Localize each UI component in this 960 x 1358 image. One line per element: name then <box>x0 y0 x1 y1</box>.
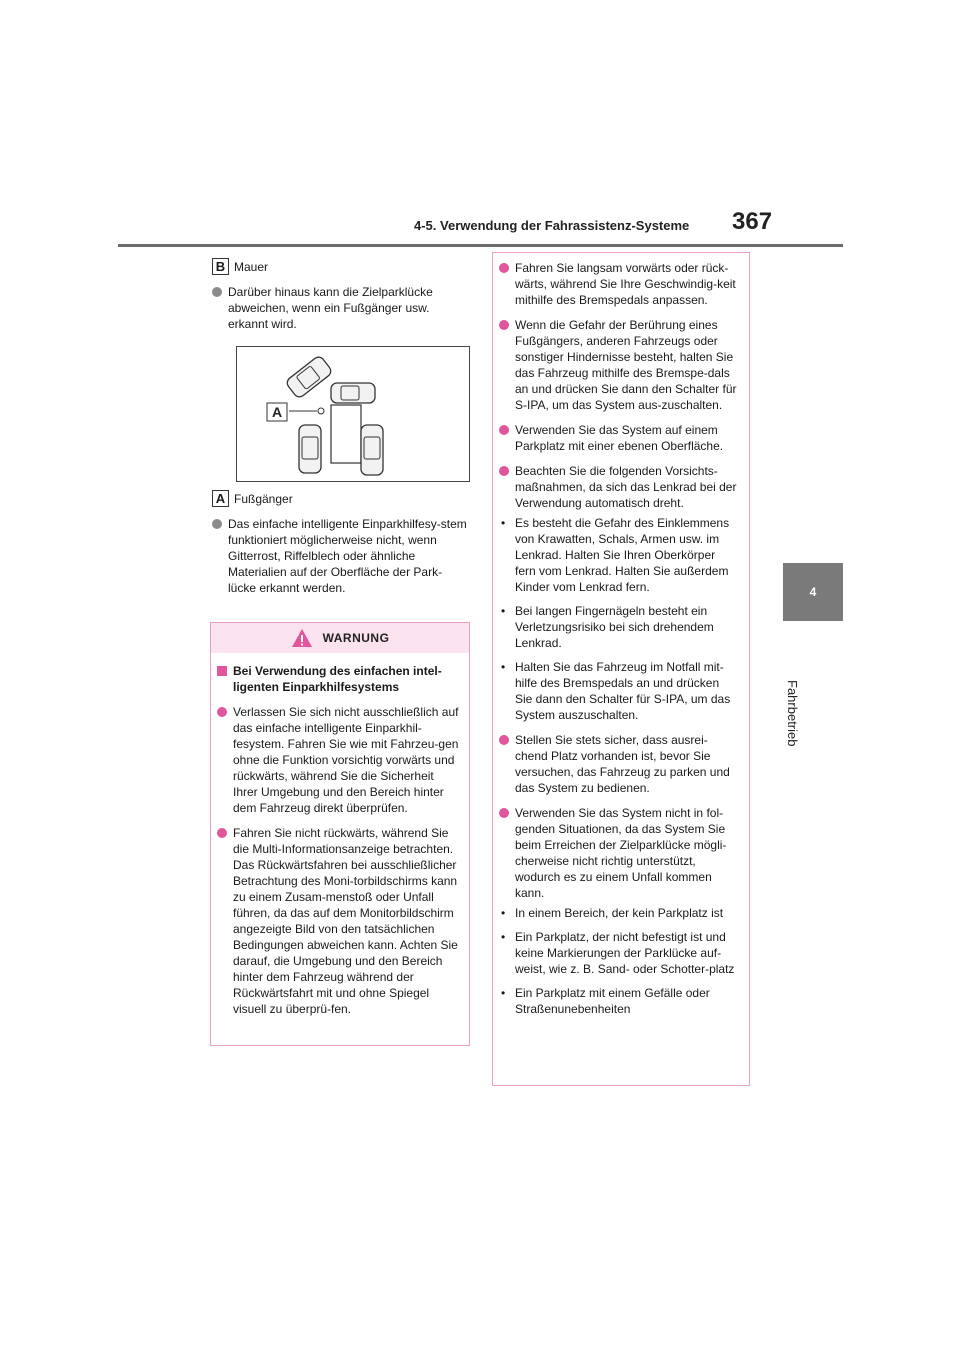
parked-car-right <box>361 425 383 475</box>
right-sub-2 <box>499 603 739 651</box>
warning-heading <box>217 663 461 695</box>
warning-triangle-icon <box>291 628 313 648</box>
right-sub-4 <box>499 905 739 921</box>
parking-diagram <box>237 347 469 481</box>
target-slot <box>331 405 361 463</box>
sub-bullet-marker: • <box>501 516 506 530</box>
bullet-dot-icon <box>212 287 222 297</box>
legend-a <box>212 490 470 507</box>
legend-a-letter: A <box>212 490 229 507</box>
legend-b-letter: B <box>212 258 229 275</box>
page-number: 367 <box>732 208 773 235</box>
right-bullet-4 <box>499 463 739 511</box>
bullet-dot-icon <box>499 263 509 273</box>
right-bullet-1 <box>499 260 739 308</box>
section-title: 4-5. Verwendung der Fahrassistenz-Systeme <box>414 218 690 233</box>
bullet-dot-icon <box>499 425 509 435</box>
right-sub-6 <box>499 985 739 1017</box>
left-bullet-1-text: Darüber hinaus kann die Zielparklücke abweichen, wenn ein Fußgänger usw. erkannt wird. <box>228 285 433 331</box>
bullet-dot-icon <box>499 808 509 818</box>
sub-bullet-marker: • <box>501 906 506 920</box>
warning-body <box>211 663 469 1017</box>
right-bullet-4-text: Beachten Sie die folgenden Vorsichts-maßnahmen, da sich das Lenkrad bei der Verwendung automatisch dreht. <box>515 464 737 510</box>
warning-heading-text: Bei Verwendung des einfachen intel-ligenten Einparkhilfesystems <box>233 664 442 694</box>
warning-box <box>210 622 470 1046</box>
right-sub-3-text: Halten Sie das Fahrzeug im Notfall mit-hilfe des Bremspedals an und drücken Sie dann den Schalter für S-IPA, um das System auszuschalten. <box>515 660 731 722</box>
moving-car <box>285 355 333 399</box>
wall-side-car <box>331 383 375 403</box>
chapter-label: Fahrbetrieb <box>785 680 800 747</box>
right-sub-5 <box>499 929 739 977</box>
legend-b <box>212 258 470 275</box>
warning-bullet-1-text: Verlassen Sie sich nicht ausschließlich auf das einfache intelligente Einparkhil-fesystem. Fahren Sie wie mit Fahrzeu-gen ohne die Funktion vorsichtig vorwärts und rückwärts, während Sie die Sicherheit Ihrer Umgebung und den Bereich hinter dem Fahrzeug direkt überprüfen. <box>233 705 459 815</box>
right-sub-4-text: In einem Bereich, der kein Parkplatz ist <box>515 906 724 920</box>
right-bullet-5 <box>499 732 739 796</box>
left-column <box>212 258 470 596</box>
warning-header <box>211 623 469 653</box>
right-bullet-2-text: Wenn die Gefahr der Berührung eines Fußgängers, anderen Fahrzeugs oder sonstiger Hindernisse besteht, halten Sie das Fahrzeug mithilfe des Bremspe-dals an und drücken Sie dann den Schalter für S-IPA, um das System aus-zuschalten. <box>515 318 737 412</box>
chapter-tab: 4 <box>783 563 843 621</box>
bullet-dot-icon <box>212 519 222 529</box>
parked-car-left <box>299 425 321 473</box>
right-sub-2-text: Bei langen Fingernägeln besteht ein Verletzungsrisiko bei sich drehendem Lenkrad. <box>515 604 714 650</box>
square-bullet-icon <box>217 666 227 676</box>
sub-bullet-marker: • <box>501 604 506 618</box>
right-bullet-2 <box>499 317 739 413</box>
right-bullet-6 <box>499 805 739 901</box>
bullet-dot-icon <box>499 735 509 745</box>
right-sub-3 <box>499 659 739 723</box>
warning-bullet-2 <box>217 825 461 1017</box>
warning-continued-box <box>492 252 750 1086</box>
bullet-dot-icon <box>217 828 227 838</box>
legend-a-text: Fußgänger <box>234 491 293 506</box>
callout-a-letter: A <box>271 404 283 420</box>
sub-bullet-marker: • <box>501 660 506 674</box>
right-bullet-6-text: Verwenden Sie das System nicht in fol-genden Situationen, da das System Sie beim Erreichen der Zielparklücke mögli-cherweise nicht richtig unterstützt, wodurch es zu einem Unfall kommen kann. <box>515 806 727 900</box>
left-bullet-2-text: Das einfache intelligente Einparkhilfesy-stem funktioniert möglicherweise nicht, wenn Gitterrost, Riffelblech oder ähnliche Materialien auf der Oberfläche der Park-lücke erkannt werden. <box>228 517 467 595</box>
bullet-dot-icon <box>499 466 509 476</box>
warning-bullet-2-text: Fahren Sie nicht rückwärts, während Sie die Multi-Informationsanzeige betrachten. Das Rückwärtsfahren bei ausschließlicher Betrachtung des Moni-torbildschirms kann zu einem Zusam-menstoß oder Unfall führen, da das auf dem Monitorbildschirm angezeigte Bild von den tatsächlichen Bedingungen abweichen kann. Achten Sie darauf, die Umgebung und den Bereich hinter dem Fahrzeug während der Rückwärtsfahrt mit und ohne Spiegel visuell zu überprü-fen. <box>233 826 458 1016</box>
warning-bullet-1 <box>217 704 461 816</box>
sub-bullet-marker: • <box>501 986 506 1000</box>
right-sub-1 <box>499 515 739 595</box>
right-bullet-3-text: Verwenden Sie das System auf einem Parkplatz mit einer ebenen Oberfläche. <box>515 423 724 453</box>
left-bullet-2 <box>212 516 470 596</box>
right-bullet-1-text: Fahren Sie langsam vorwärts oder rück-wärts, während Sie Ihre Geschwindig-keit mithilfe des Bremspedals anpassen. <box>515 261 736 307</box>
bullet-dot-icon <box>499 320 509 330</box>
bullet-dot-icon <box>217 707 227 717</box>
pedestrian-icon <box>289 408 324 414</box>
warning-title: WARNUNG <box>322 631 390 645</box>
right-sub-5-text: Ein Parkplatz, der nicht befestigt ist und keine Markierungen der Parklücke auf-weist, wie z. B. Sand- oder Schotter-platz <box>515 930 735 976</box>
right-sub-6-text: Ein Parkplatz mit einem Gefälle oder Straßenunebenheiten <box>515 986 710 1016</box>
legend-b-text: Mauer <box>234 259 269 274</box>
right-sub-1-text: Es besteht die Gefahr des Einklemmens von Krawatten, Schals, Armen usw. im Lenkrad. Halten Sie Ihren Oberkörper fern vom Lenkrad. Halten Sie außerdem Kinder vom Lenkrad fern. <box>515 516 730 594</box>
right-bullet-3 <box>499 422 739 454</box>
left-bullet-1 <box>212 284 470 332</box>
parking-illustration <box>236 346 470 482</box>
sub-bullet-marker: • <box>501 930 506 944</box>
header-divider <box>118 244 843 247</box>
right-bullet-5-text: Stellen Sie stets sicher, dass ausrei-chend Platz vorhanden ist, bevor Sie versuchen, das Fahrzeug zu parken und das System zu bedienen. <box>515 733 730 795</box>
